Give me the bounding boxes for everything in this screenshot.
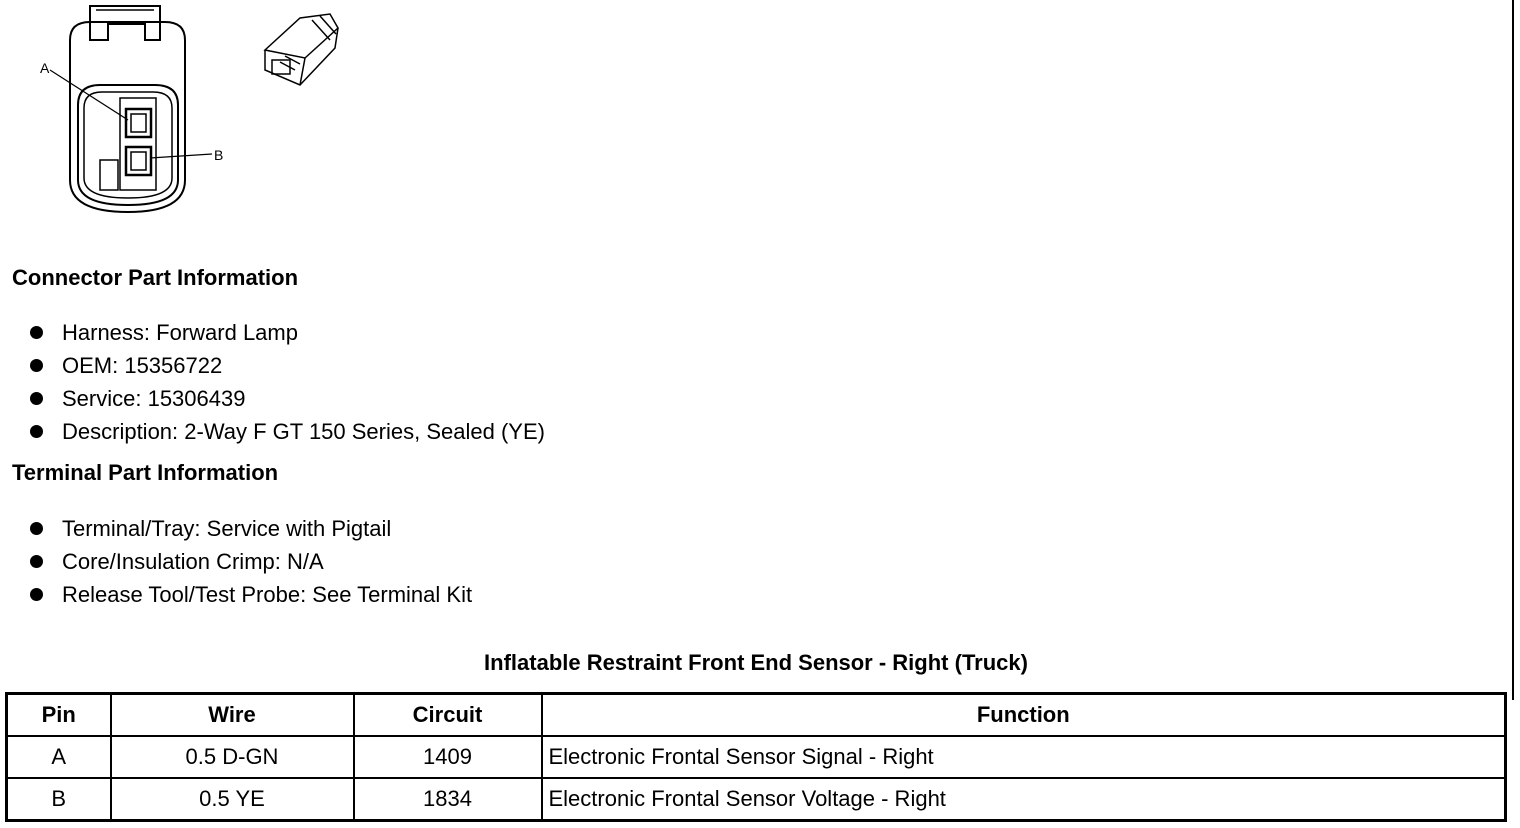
bullet-icon: [30, 555, 43, 568]
bullet-icon: [30, 392, 43, 405]
header-function: Function: [542, 694, 1506, 737]
connector-section-title: Connector Part Information: [12, 265, 299, 290]
header-circuit: Circuit: [354, 694, 542, 737]
list-item: Terminal/Tray: Service with Pigtail: [30, 512, 472, 545]
right-border-rule: [1512, 0, 1514, 700]
table-row: [7, 736, 1506, 778]
pin-b-callout: B: [214, 147, 224, 163]
cell-pin: A: [7, 736, 111, 778]
cell-wire: 0.5 YE: [111, 778, 354, 821]
connector-face-illustration: [0, 0, 360, 230]
list-item: Service: 15306439: [30, 382, 545, 415]
table-header-row: [7, 694, 1506, 737]
bullet-icon: [30, 588, 43, 601]
list-item: OEM: 15356722: [30, 349, 545, 382]
pin-a-callout: A: [40, 60, 50, 76]
cell-circuit: 1409: [354, 736, 542, 778]
header-wire: Wire: [111, 694, 354, 737]
connector-diagram: [0, 0, 360, 230]
list-item: Core/Insulation Crimp: N/A: [30, 545, 472, 578]
list-item: Description: 2-Way F GT 150 Series, Sealed (YE): [30, 415, 545, 448]
table-title: Inflatable Restraint Front End Sensor - Right (Truck): [484, 650, 1028, 675]
terminal-info-list: [30, 512, 472, 611]
cell-function: Electronic Frontal Sensor Voltage - Right: [542, 778, 1506, 821]
cell-function: Electronic Frontal Sensor Signal - Right: [542, 736, 1506, 778]
list-item: Harness: Forward Lamp: [30, 316, 545, 349]
bullet-icon: [30, 326, 43, 339]
list-item: Release Tool/Test Probe: See Terminal Kit: [30, 578, 472, 611]
connector-info-list: [30, 316, 545, 448]
cell-circuit: 1834: [354, 778, 542, 821]
bullet-icon: [30, 359, 43, 372]
pinout-table: [5, 692, 1507, 822]
bullet-icon: [30, 425, 43, 438]
header-pin: Pin: [7, 694, 111, 737]
cell-wire: 0.5 D-GN: [111, 736, 354, 778]
terminal-section-title: Terminal Part Information: [12, 460, 279, 485]
connector-3d-icon: [265, 14, 338, 85]
table-row: [7, 778, 1506, 821]
cell-pin: B: [7, 778, 111, 821]
bullet-icon: [30, 522, 43, 535]
